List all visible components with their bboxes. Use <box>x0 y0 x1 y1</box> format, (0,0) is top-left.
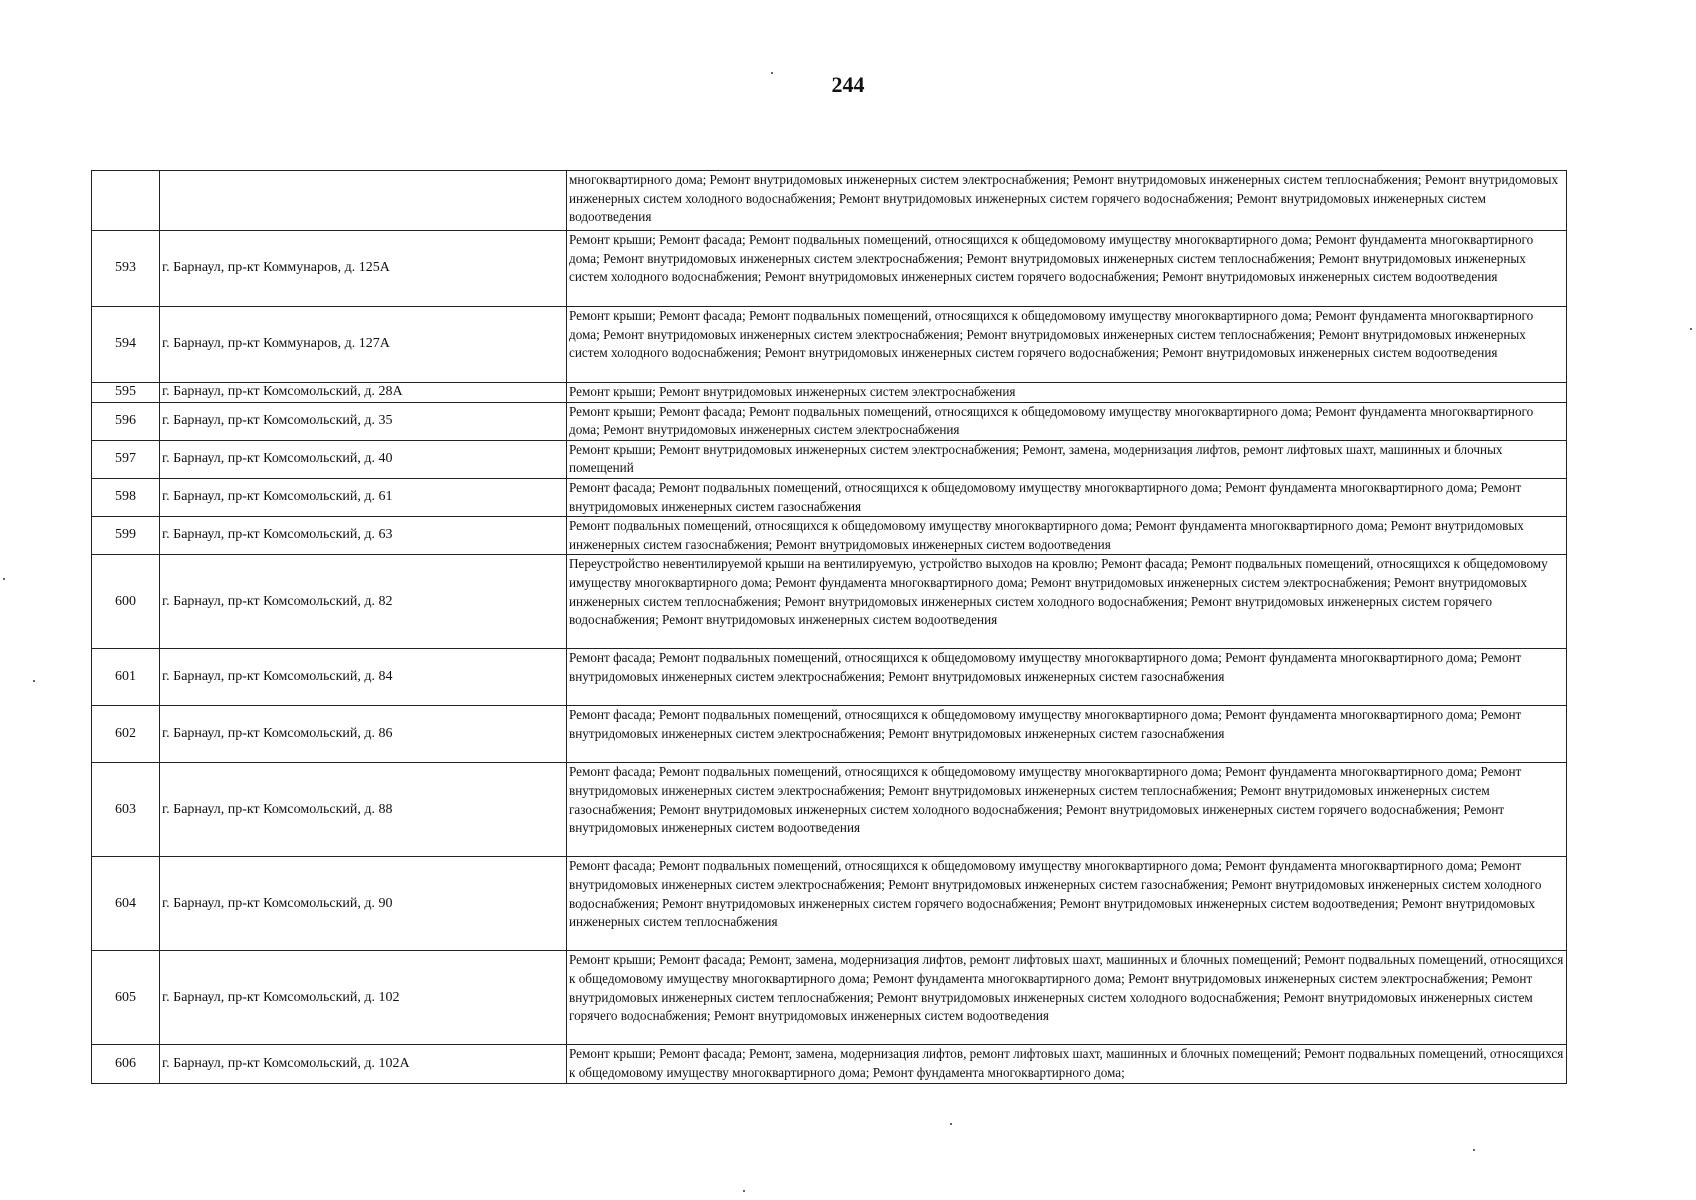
row-number: 593 <box>92 231 160 307</box>
row-number: 603 <box>92 763 160 857</box>
scan-speck <box>1690 328 1692 330</box>
row-works: Ремонт фасада; Ремонт подвальных помещений, относящихся к общедомовому имуществу многоквартирного дома; Ремонт фундамента многоквартирного дома; Ремонт внутридомовых инженерных систем электроснабжения; Ремонт внутридомовых инженерных систем газоснабжения; Ремонт внутридомовых инженерных систем холодного водоснабжения; Ремонт внутридомовых инженерных систем горячего водоснабжения; Ремонт внутридомовых инженерных систем водоотведения; Ремонт внутридомовых инженерных систем теплоснабжения <box>567 857 1567 951</box>
table-row <box>92 649 1567 706</box>
row-works: Ремонт крыши; Ремонт фасада; Ремонт подвальных помещений, относящихся к общедомовому имуществу многоквартирного дома; Ремонт фундамента многоквартирного дома; Ремонт внутридомовых инженерных систем электроснабжения; Ремонт внутридомовых инженерных систем теплоснабжения; Ремонт внутридомовых инженерных систем холодного водоснабжения; Ремонт внутридомовых инженерных систем горячего водоснабжения; Ремонт внутридомовых инженерных систем водоотведения <box>567 231 1567 307</box>
row-address <box>160 171 567 231</box>
row-works: многоквартирного дома; Ремонт внутридомовых инженерных систем электроснабжения; Ремонт внутридомовых инженерных систем теплоснабжения; Ремонт внутридомовых инженерных систем холодного водоснабжения; Ремонт внутридомовых инженерных систем горячего водоснабжения; Ремонт внутридомовых инженерных систем водоотведения <box>567 171 1567 231</box>
table-row <box>92 857 1567 951</box>
row-address: г. Барнаул, пр-кт Комсомольский, д. 40 <box>160 440 567 478</box>
row-number: 606 <box>92 1045 160 1083</box>
table-row <box>92 1045 1567 1083</box>
row-works: Ремонт фасада; Ремонт подвальных помещений, относящихся к общедомовому имуществу многоквартирного дома; Ремонт фундамента многоквартирного дома; Ремонт внутридомовых инженерных систем электроснабжения; Ремонт внутридомовых инженерных систем газоснабжения <box>567 649 1567 706</box>
row-works: Ремонт крыши; Ремонт фасада; Ремонт подвальных помещений, относящихся к общедомовому имуществу многоквартирного дома; Ремонт фундамента многоквартирного дома; Ремонт внутридомовых инженерных систем электроснабжения <box>567 402 1567 440</box>
scan-speck <box>3 578 5 580</box>
table-row <box>92 171 1567 231</box>
row-address: г. Барнаул, пр-кт Коммунаров, д. 125А <box>160 231 567 307</box>
row-address: г. Барнаул, пр-кт Комсомольский, д. 102 <box>160 951 567 1045</box>
row-address: г. Барнаул, пр-кт Комсомольский, д. 84 <box>160 649 567 706</box>
table-row <box>92 763 1567 857</box>
table-row <box>92 307 1567 383</box>
row-works: Ремонт фасада; Ремонт подвальных помещений, относящихся к общедомовому имуществу многоквартирного дома; Ремонт фундамента многоквартирного дома; Ремонт внутридомовых инженерных систем электроснабжения; Ремонт внутридомовых инженерных систем газоснабжения <box>567 706 1567 763</box>
scan-speck <box>743 1190 745 1192</box>
row-address: г. Барнаул, пр-кт Комсомольский, д. 35 <box>160 402 567 440</box>
row-works: Ремонт подвальных помещений, относящихся к общедомовому имуществу многоквартирного дома; Ремонт фундамента многоквартирного дома; Ремонт внутридомовых инженерных систем газоснабжения; Ремонт внутридомовых инженерных систем водоотведения <box>567 517 1567 555</box>
scan-speck <box>1473 1149 1475 1151</box>
row-address: г. Барнаул, пр-кт Комсомольский, д. 86 <box>160 706 567 763</box>
table-row <box>92 231 1567 307</box>
table-row <box>92 555 1567 649</box>
row-number: 599 <box>92 517 160 555</box>
row-address: г. Барнаул, пр-кт Комсомольский, д. 88 <box>160 763 567 857</box>
repair-schedule-table <box>91 170 1567 1084</box>
table-row <box>92 402 1567 440</box>
row-number: 595 <box>92 383 160 403</box>
row-works: Ремонт крыши; Ремонт фасада; Ремонт подвальных помещений, относящихся к общедомовому имуществу многоквартирного дома; Ремонт фундамента многоквартирного дома; Ремонт внутридомовых инженерных систем электроснабжения; Ремонт внутридомовых инженерных систем теплоснабжения; Ремонт внутридомовых инженерных систем холодного водоснабжения; Ремонт внутридомовых инженерных систем горячего водоснабжения; Ремонт внутридомовых инженерных систем водоотведения <box>567 307 1567 383</box>
scan-speck <box>33 680 35 682</box>
row-number: 601 <box>92 649 160 706</box>
row-works: Переустройство невентилируемой крыши на вентилируемую, устройство выходов на кровлю; Ремонт фасада; Ремонт подвальных помещений, относящихся к общедомовому имуществу многоквартирного дома; Ремонт фундамента многоквартирного дома; Ремонт внутридомовых инженерных систем электроснабжения; Ремонт внутридомовых инженерных систем теплоснабжения; Ремонт внутридомовых инженерных систем холодного водоснабжения; Ремонт внутридомовых инженерных систем горячего водоснабжения; Ремонт внутридомовых инженерных систем водоотведения <box>567 555 1567 649</box>
row-works: Ремонт фасада; Ремонт подвальных помещений, относящихся к общедомовому имуществу многоквартирного дома; Ремонт фундамента многоквартирного дома; Ремонт внутридомовых инженерных систем газоснабжения <box>567 478 1567 516</box>
table-row <box>92 383 1567 403</box>
row-address: г. Барнаул, пр-кт Комсомольский, д. 61 <box>160 478 567 516</box>
row-number: 596 <box>92 402 160 440</box>
row-works: Ремонт крыши; Ремонт фасада; Ремонт, замена, модернизация лифтов, ремонт лифтовых шахт, машинных и блочных помещений; Ремонт подвальных помещений, относящихся к общедомовому имуществу многоквартирного дома; Ремонт фундамента многоквартирного дома; Ремонт внутридомовых инженерных систем электроснабжения; Ремонт внутридомовых инженерных систем теплоснабжения; Ремонт внутридомовых инженерных систем холодного водоснабжения; Ремонт внутридомовых инженерных систем горячего водоснабжения; Ремонт внутридомовых инженерных систем водоотведения <box>567 951 1567 1045</box>
row-number: 600 <box>92 555 160 649</box>
row-works: Ремонт фасада; Ремонт подвальных помещений, относящихся к общедомовому имуществу многоквартирного дома; Ремонт фундамента многоквартирного дома; Ремонт внутридомовых инженерных систем электроснабжения; Ремонт внутридомовых инженерных систем теплоснабжения; Ремонт внутридомовых инженерных систем газоснабжения; Ремонт внутридомовых инженерных систем холодного водоснабжения; Ремонт внутридомовых инженерных систем горячего водоснабжения; Ремонт внутридомовых инженерных систем водоотведения <box>567 763 1567 857</box>
row-address: г. Барнаул, пр-кт Комсомольский, д. 90 <box>160 857 567 951</box>
table-row <box>92 951 1567 1045</box>
table-row <box>92 706 1567 763</box>
scan-speck <box>950 1123 952 1125</box>
row-works: Ремонт крыши; Ремонт внутридомовых инженерных систем электроснабжения; Ремонт, замена, модернизация лифтов, ремонт лифтовых шахт, машинных и блочных помещений <box>567 440 1567 478</box>
row-number: 602 <box>92 706 160 763</box>
row-address: г. Барнаул, пр-кт Комсомольский, д. 63 <box>160 517 567 555</box>
table-row <box>92 517 1567 555</box>
row-address: г. Барнаул, пр-кт Комсомольский, д. 28А <box>160 383 567 403</box>
page-number: 244 <box>831 72 865 97</box>
row-address: г. Барнаул, пр-кт Комсомольский, д. 102А <box>160 1045 567 1083</box>
row-number: 604 <box>92 857 160 951</box>
row-number: 605 <box>92 951 160 1045</box>
row-address: г. Барнаул, пр-кт Комсомольский, д. 82 <box>160 555 567 649</box>
row-number: 598 <box>92 478 160 516</box>
table-row <box>92 440 1567 478</box>
row-number: 597 <box>92 440 160 478</box>
row-works: Ремонт крыши; Ремонт фасада; Ремонт, замена, модернизация лифтов, ремонт лифтовых шахт, машинных и блочных помещений; Ремонт подвальных помещений, относящихся к общедомовому имуществу многоквартирного дома; Ремонт фундамента многоквартирного дома; <box>567 1045 1567 1083</box>
row-number: 594 <box>92 307 160 383</box>
row-number <box>92 171 160 231</box>
row-address: г. Барнаул, пр-кт Коммунаров, д. 127А <box>160 307 567 383</box>
scan-speck <box>771 72 773 74</box>
table-row <box>92 478 1567 516</box>
row-works: Ремонт крыши; Ремонт внутридомовых инженерных систем электроснабжения <box>567 383 1567 403</box>
